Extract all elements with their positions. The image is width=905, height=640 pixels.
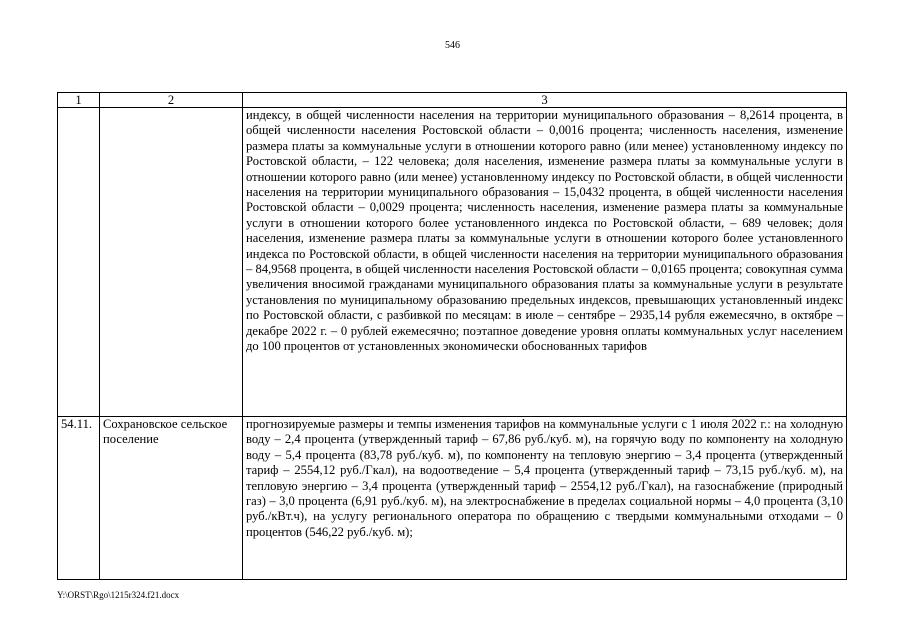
municipality-cell <box>100 108 243 417</box>
description-cell: прогнозируемые размеры и темпы изменения тарифов на коммунальные услуги с 1 июля 2022 г.: на холодную воду – 2,4 процента (утвержденный тариф – 67,86 руб./куб. м), на горячую воду по компоненту на холодную воду – 5,4 процента (83,78 руб./куб. м), по компоненту на тепловую энергию – 3,4 процента (утвержденный тариф – 2554,12 руб./Гкал), на водоотведение – 5,4 процента (утвержденный тариф – 73,15 руб./куб. м), на тепловую энергию – 3,4 процента (утвержденный тариф – 2554,12 руб./Гкал), на газоснабжение (природный газ) – 3,0 процента (6,91 руб./куб. м), на электроснабжение в пределах социальной нормы – 4,0 процента (3,10 руб./кВт.ч), на услугу регионального оператора по обращению с твердыми коммунальными отходами – 0 процентов (546,22 руб./куб. м); <box>243 417 847 580</box>
document-table <box>57 92 847 580</box>
column-header-3: 3 <box>243 93 847 108</box>
municipality-cell: Сохрановское сельское поселение <box>100 417 243 580</box>
table-row <box>58 108 847 417</box>
row-number-cell: 54.11. <box>58 417 100 580</box>
file-path-footer: Y:\ORST\Rgo\1215r324.f21.docx <box>57 590 180 600</box>
table-row <box>58 417 847 580</box>
row-number-cell <box>58 108 100 417</box>
page-number: 546 <box>445 40 460 51</box>
column-header-1: 1 <box>58 93 100 108</box>
table-header-row <box>58 93 847 108</box>
description-cell: индексу, в общей численности населения на территории муниципального образования – 8,2614 процента, в общей численности населения Ростовской области – 0,0016 процента; численность населения, изменение размера платы за коммунальные услуги в отношении которого равно (или менее) установленному индексу по Ростовской области, – 122 человека; доля населения, изменение размера платы за коммунальные услуги в отношении которого равно (или менее) установленному индексу по Ростовской области, в общей численности населения на территории муниципального образования – 15,0432 процента, в общей численности населения Ростовской области – 0,0029 процента; численность населения, изменение размера платы за коммунальные услуги в отношении которого более установленного индекса по Ростовской области, – 689 человек; доля населения, изменение размера платы за коммунальные услуги в отношении которого более установленного индекса по Ростовской области, в общей численности населения на территории муниципального образования – 84,9568 процента, в общей численности населения Ростовской области – 0,0165 процента; совокупная сумма увеличения вносимой гражданами муниципального образования платы за коммунальные услуги в результате установления по муниципальному образованию предельных индексов, превышающих установленный индекс по Ростовской области, с разбивкой по месяцам: в июле – сентябре – 2935,14 рубля ежемесячно, в октябре – декабре 2022 г. – 0 рублей ежемесячно; поэтапное доведение уровня оплаты коммунальных услуг населением до 100 процентов от установленных экономически обоснованных тарифов <box>243 108 847 417</box>
column-header-2: 2 <box>100 93 243 108</box>
